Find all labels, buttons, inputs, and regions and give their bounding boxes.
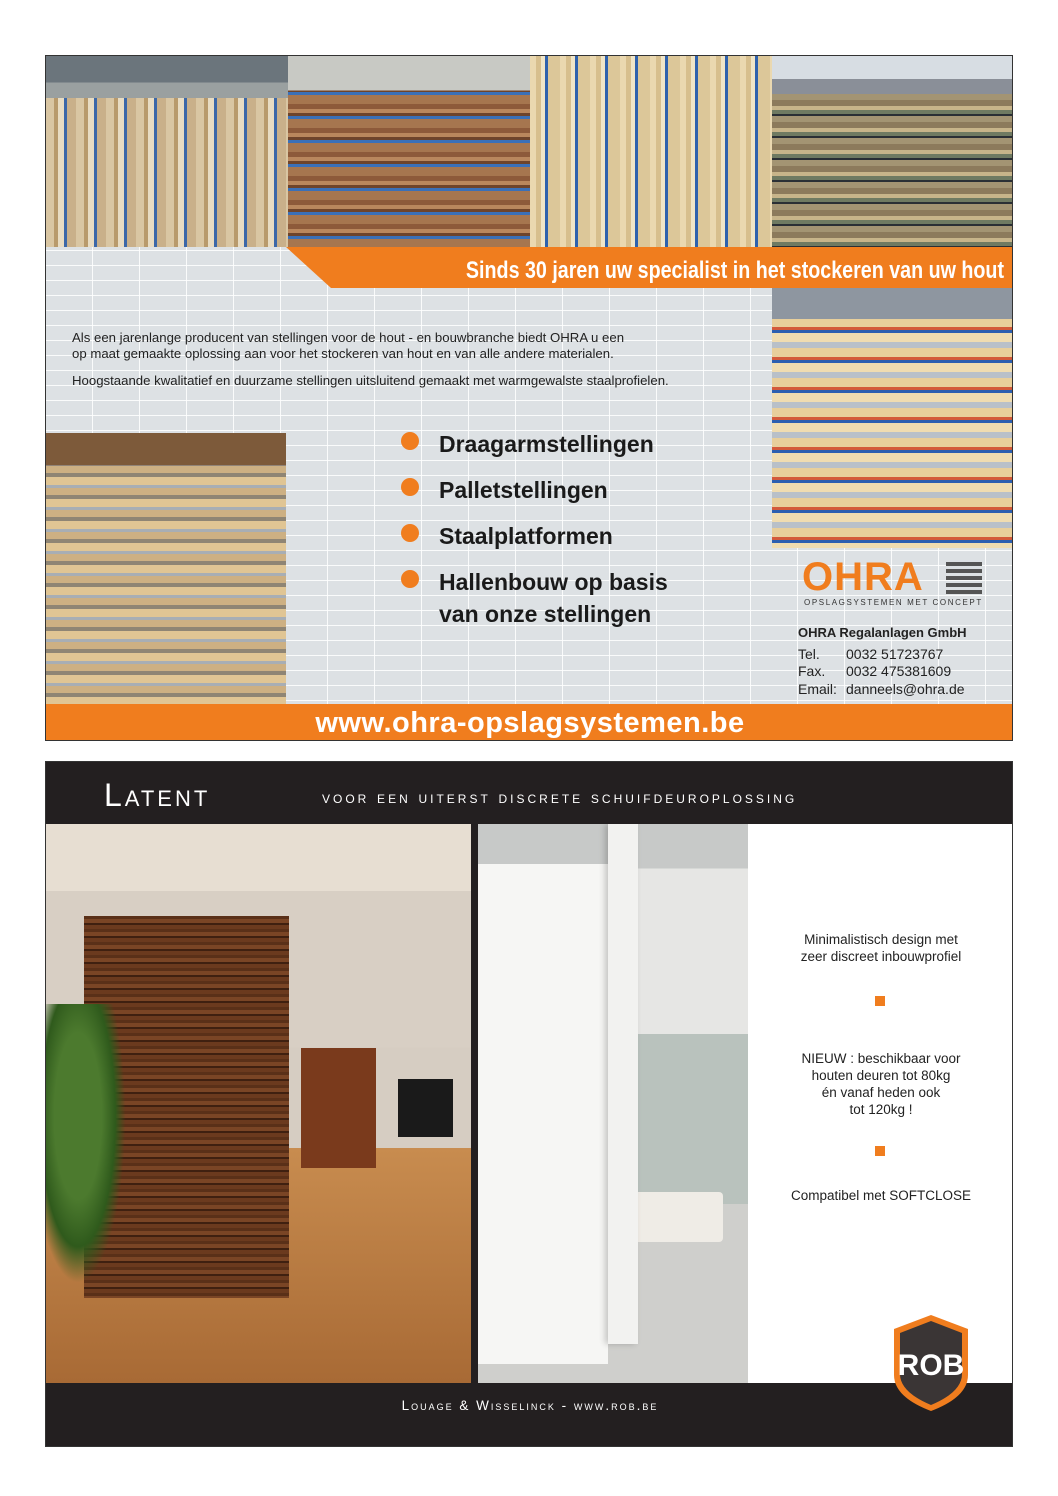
feature-2-line-1: NIEUW : beschikbaar voor — [801, 1051, 961, 1066]
product-subtitle: voor een uiterst discrete schuifdeuroplossing — [322, 788, 798, 807]
bullet-icon — [401, 570, 419, 588]
feature-2-line-3: én vanaf heden ook — [821, 1085, 941, 1100]
feature-3: Compatibel met SOFTCLOSE — [790, 1188, 972, 1203]
bullet-icon — [401, 524, 419, 542]
feature-1-line-2: zeer discreet inbouwprofiel — [800, 949, 962, 964]
photo-warehouse-rack — [46, 433, 286, 704]
photo-timber-rack-3 — [530, 56, 772, 247]
photo-outdoor-storage — [772, 56, 1013, 247]
photo-divider — [471, 824, 478, 1383]
feature-panel — [748, 824, 1013, 1383]
bullet-icon — [401, 432, 419, 450]
photo-timber-rack-2 — [288, 56, 530, 247]
slogan: Sinds 30 jaren uw specialist in het stockeren van uw hout — [465, 257, 1004, 284]
company-name: OHRA Regalanlagen GmbH — [798, 625, 967, 640]
ohra-contact-box — [772, 548, 1013, 704]
bookshelf-illustration — [301, 1048, 376, 1168]
ohra-logo: OHRA — [802, 555, 924, 599]
website-url: www.ohra-opslagsystemen.be — [315, 707, 745, 739]
bullet-icon — [401, 478, 419, 496]
photo-cantilever-rack — [772, 288, 1013, 548]
feature-1-line-1: Minimalistisch design met — [804, 932, 958, 947]
photo-timber-rack-1 — [46, 56, 288, 247]
contact-email: Email: danneels@ohra.de — [798, 681, 965, 697]
square-bullet-icon — [875, 1146, 885, 1156]
footer-text: Louage & Wisselinck - www.rob.be — [401, 1398, 659, 1413]
product-title: Latent — [104, 777, 211, 813]
ohra-logo-icon — [946, 562, 982, 594]
svg-text:ROB: ROB — [897, 1349, 965, 1382]
intro-line-3: Hoogstaande kwalitatief en duurzame stellingen uitsluitend gemaakt met warmgewalste staalprofielen. — [72, 373, 669, 388]
intro-line-1: Als een jarenlange producent van stellingen voor de hout - en bouwbranche biedt OHRA u een — [72, 330, 625, 345]
ohra-tagline: OPSLAGSYSTEMEN MET CONCEPT — [804, 598, 983, 607]
door-panel-illustration — [608, 824, 638, 1344]
plant-illustration — [46, 1004, 126, 1284]
latent-advertisement — [45, 761, 1013, 1447]
tv-illustration — [398, 1079, 453, 1137]
contact-fax: Fax. 0032 475381609 — [798, 663, 952, 679]
feature-2-line-4: tot 120kg ! — [849, 1102, 913, 1117]
window-illustration — [638, 1034, 748, 1204]
wall-illustration — [478, 864, 608, 1364]
photo-wooden-sliding-door — [46, 824, 471, 1383]
feature-2-line-2: houten deuren tot 80kg — [811, 1068, 951, 1083]
intro-line-2: op maat gemaakte oplossing aan voor het stockeren van hout en van alle andere materialen. — [72, 346, 614, 361]
square-bullet-icon — [875, 996, 885, 1006]
ohra-advertisement: Sinds 30 jaren uw specialist in het stockeren van uw hout Als een jarenlange producent van stellingen voor de hout - en bouwbranche biedt OHRA u een op maat gemaakte oplossing aan voor het stockeren van hout en van alle andere materialen. Hoogstaande kwalitatief en duurzame stellingen uitsluitend gemaakt met warmgewalste staalprofielen. Draagarmstellingen Palletstellingen Staalplatformen Hallenbouw op basis van onze stellingen OHRA OPSLAGSYSTEMEN MET CONCEPT OHRA Regalanlagen GmbH Tel. 0032 51723767 Fax. 0032 475381609 Email: danneels@ohra.de www.ohra-opslagsystemen.be — [45, 55, 1013, 741]
photo-white-sliding-door — [478, 824, 748, 1383]
contact-tel: Tel. 0032 51723767 — [798, 646, 944, 662]
